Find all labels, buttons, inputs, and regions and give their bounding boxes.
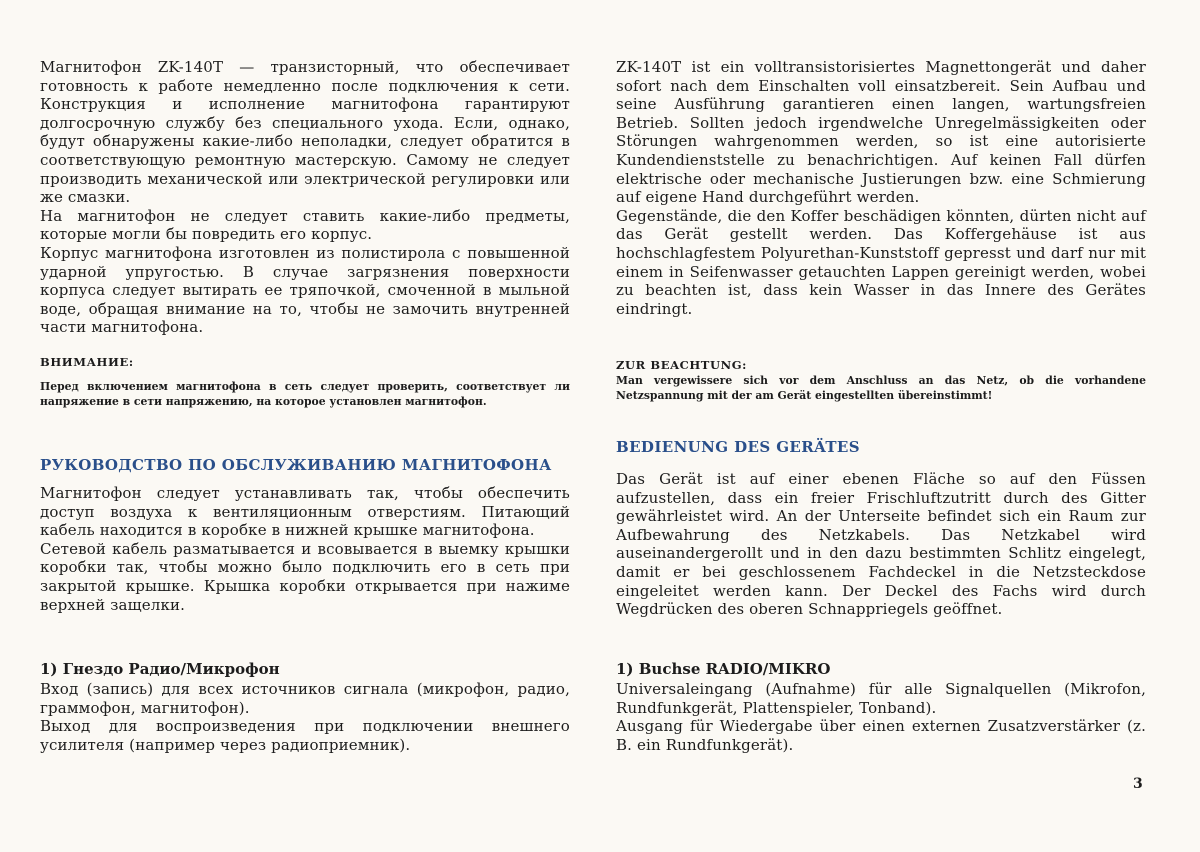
socket-text-1: Вход (запись) для всех источников сигнала (микрофон, радио, граммофон, магнитофон). — [40, 680, 570, 717]
warning-block-de — [616, 358, 1146, 403]
warning-block-ru — [40, 355, 570, 409]
intro-paragraph-1: Магнитофон ZK-140T — транзисторный, что обеспечивает готовность к работе немедленно после подключения к сети. Конструкция и исполнение магнитофона гарантируют долгосрочную службу без специального ухода. Если, однако, будут обнаружены какие-либо неполадки, следует обратится в соответствующую ремонтную мастерскую. Самому не следует производить механической или электрической регулировки или же смазки. — [40, 58, 570, 207]
intro-paragraph-2: На магнитофон не следует ставить какие-либо предметы, которые могли бы повредить его корпус. — [40, 206, 570, 244]
warning-text: Перед включением магнитофона в сеть следует проверить, соответствует ли напряжение в сети напряжению, на которое установлен магнитофон. — [40, 380, 570, 408]
socket-title: 1) Гнездо Радио/Микрофон — [40, 660, 280, 678]
socket-section-ru — [40, 660, 570, 754]
socket-text-1: Universaleingang (Aufnahme) für alle Signalquellen (Mikrofon, Rundfunkgerät, Plattenspieler, Tonband). — [616, 680, 1146, 717]
socket-text-2: Выход для воспроизведения при подключении внешнего усилителя (например через радиоприемник). — [40, 717, 570, 754]
section-heading: BEDIENUNG DES GERÄTES — [616, 438, 860, 456]
intro-paragraph-3: Корпус магнитофона изготовлен из полистирола с повышенной ударной упругостью. В случае загрязнения поверхности корпуса следует вытирать ее тряпочкой, смоченной в мыльной воде, обращая внимание на то, чтобы не замочить внутренней части магнитофона. — [40, 243, 570, 337]
operation-section-de — [616, 438, 1146, 619]
section-heading: РУКОВОДСТВО ПО ОБСЛУЖИВАНИЮ МАГНИТОФОНА — [40, 456, 552, 474]
warning-title: ВНИМАНИЕ: — [40, 355, 134, 369]
warning-title: ZUR BEACHTUNG: — [616, 358, 747, 372]
operation-paragraph-2: Сетевой кабель разматывается и всовывается в выемку крышки коробки так, чтобы можно было подключить его в сеть при закрытой крышке. Крышка коробки открывается при нажиме верхней защелки. — [40, 539, 570, 614]
warning-text: Man vergewissere sich vor dem Anschluss an das Netz, ob die vorhandene Netzspannung mit der am Gerät eingestellten übereinstimmt! — [616, 374, 1146, 402]
operation-paragraph-1: Магнитофон следует устанавливать так, чтобы обеспечить доступ воздуха к вентиляционным отверстиям. Питающий кабель находится в коробке в нижней крышке магнитофона. — [40, 484, 570, 540]
socket-title: 1) Buchse RADIO/MIKRO — [616, 660, 831, 678]
socket-text-2: Ausgang für Wiedergabe über einen externen Zusatzverstärker (z. B. ein Rundfunkgerät). — [616, 717, 1146, 754]
right-column-german — [616, 58, 1146, 318]
operation-paragraph-1: Das Gerät ist auf einer ebenen Fläche so auf den Füssen aufzustellen, dass ein freier Frischluftzutritt durch des Gitter gewährleistet wird. An der Unterseite befindet sich ein Raum zur Aufbewahrung des Netzkabels. Das Netzkabel wird auseinandergerollt und in den dazu bestimmten Schlitz eingelegt, damit er bei geschlossenem Fachdeckel in die Netzsteckdose eingeleitet werden kann. Der Deckel des Fachs wird durch Wegdrücken des oberen Schnappriegels geöffnet. — [616, 470, 1146, 619]
left-column-russian — [40, 58, 570, 337]
socket-section-de — [616, 660, 1146, 754]
operation-section-ru — [40, 456, 570, 614]
intro-paragraph-2: Gegenstände, die den Koffer beschädigen könnten, dürten nicht auf das Gerät gestellt werden. Das Koffergehäuse ist aus hochschlagfestem Polyurethan-Kunststoff gepresst und darf nur mit einem in Seifenwasser getauchten Lappen gereinigt werden, wobei zu beachten ist, dass kein Wasser in das Innere des Gerätes eindringt. — [616, 206, 1146, 318]
intro-paragraph-1: ZK-140T ist ein volltransistorisiertes Magnettongerät und daher sofort nach dem Einschalten voll einsatzbereit. Sein Aufbau und seine Ausführung garantieren einen langen, wartungsfreien Betrieb. Sollten jedoch irgendwelche Unregelmässigkeiten oder Störungen wahrgenommen werden, so ist eine autorisierte Kundendienststelle zu benachrichtigen. Auf keinen Fall dürfen elektrische oder mechanische Justierungen bzw. eine Schmierung auf eigene Hand durchgeführt werden. — [616, 58, 1146, 207]
page-number: 3 — [1133, 776, 1143, 792]
